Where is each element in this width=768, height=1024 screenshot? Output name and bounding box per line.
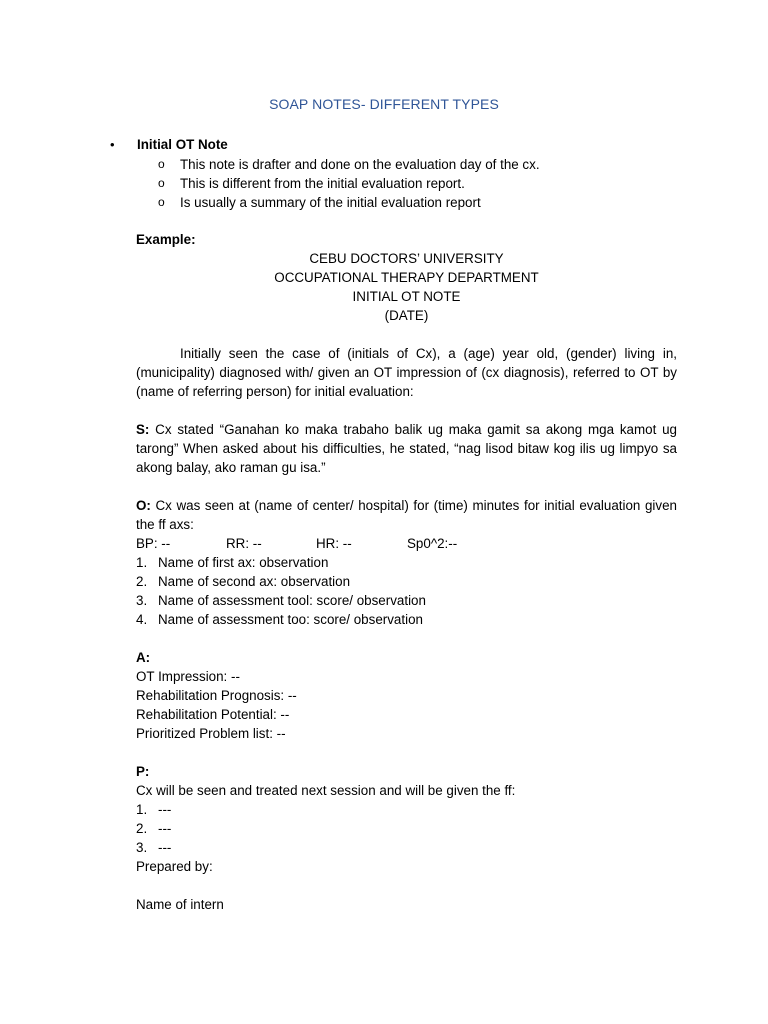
sub-bullet-text: This note is drafter and done on the evaluation day of the cx. bbox=[180, 157, 540, 172]
subjective-section bbox=[136, 420, 677, 477]
bp-value: BP: -- bbox=[136, 536, 171, 551]
assessment-section bbox=[136, 648, 677, 743]
rehabilitation-potential: Rehabilitation Potential: -- bbox=[136, 707, 290, 722]
subjective-text: Cx stated “Ganahan ko maka trabaho balik ug maka gamit sa akong mga kamot ug tarong” When asked about his difficulties, he stated, “nag lisod bitaw kog ilis ug limpyo sa akong balay, ako raman gu isa.” bbox=[136, 422, 677, 475]
plan-section bbox=[136, 762, 677, 800]
list-number: 2. bbox=[136, 574, 148, 589]
page-title: SOAP NOTES- DIFFERENT TYPES bbox=[269, 96, 499, 112]
list-item bbox=[136, 610, 677, 629]
list-number: 4. bbox=[136, 612, 148, 627]
subjective-label: S: bbox=[136, 422, 150, 437]
sub-bullet-list bbox=[158, 155, 688, 212]
list-number: 1. bbox=[136, 555, 148, 570]
list-text: Name of assessment too: score/ observation bbox=[158, 612, 423, 627]
list-item bbox=[136, 800, 677, 819]
objective-label: O: bbox=[136, 498, 151, 513]
bullet-item-initial-ot-note bbox=[110, 135, 670, 155]
list-item bbox=[136, 553, 677, 572]
sub-bullet-text: Is usually a summary of the initial evaluation report bbox=[180, 195, 481, 210]
rehabilitation-prognosis: Rehabilitation Prognosis: -- bbox=[136, 688, 297, 703]
objective-text: Cx was seen at (name of center/ hospital) for (time) minutes for initial evaluation given the ff axs: bbox=[136, 498, 677, 532]
list-item bbox=[136, 591, 677, 610]
circle-bullet-icon: o bbox=[158, 157, 165, 171]
note-header bbox=[136, 249, 677, 325]
vital-signs-row bbox=[136, 534, 677, 553]
bullet-icon: • bbox=[110, 137, 115, 152]
list-item bbox=[158, 155, 688, 174]
list-number: 2. bbox=[136, 821, 148, 836]
list-text: --- bbox=[158, 802, 172, 817]
list-item bbox=[136, 819, 677, 838]
circle-bullet-icon: o bbox=[158, 195, 165, 209]
prepared-by-label: Prepared by: bbox=[136, 859, 213, 874]
prioritized-problem-list: Prioritized Problem list: -- bbox=[136, 726, 286, 741]
list-text: --- bbox=[158, 821, 172, 836]
ot-impression: OT Impression: -- bbox=[136, 669, 240, 684]
spo2-value: Sp0^2:-- bbox=[407, 536, 458, 551]
assessment-label: A: bbox=[136, 650, 151, 665]
list-text: --- bbox=[158, 840, 172, 855]
note-type: INITIAL OT NOTE bbox=[352, 289, 461, 304]
plan-intro: Cx will be seen and treated next session and will be given the ff: bbox=[136, 783, 516, 798]
department-name: OCCUPATIONAL THERAPY DEPARTMENT bbox=[274, 270, 539, 285]
intro-paragraph: Initially seen the case of (initials of Cx), a (age) year old, (gender) living in, (municipality) diagnosed with/ given an OT impression of (cx diagnosis), referred to OT by (name of referring person) for initial evaluation: bbox=[136, 346, 677, 399]
list-number: 3. bbox=[136, 840, 148, 855]
university-name: CEBU DOCTORS’ UNIVERSITY bbox=[309, 251, 504, 266]
objective-assessment-list bbox=[136, 553, 677, 629]
plan-list bbox=[136, 800, 677, 857]
example-label: Example: bbox=[136, 232, 196, 247]
plan-label: P: bbox=[136, 764, 150, 779]
list-number: 1. bbox=[136, 802, 148, 817]
list-number: 3. bbox=[136, 593, 148, 608]
circle-bullet-icon: o bbox=[158, 176, 165, 190]
list-text: Name of assessment tool: score/ observation bbox=[158, 593, 426, 608]
list-item bbox=[136, 572, 677, 591]
sub-bullet-text: This is different from the initial evaluation report. bbox=[180, 176, 465, 191]
list-text: Name of second ax: observation bbox=[158, 574, 351, 589]
hr-value: HR: -- bbox=[316, 536, 352, 551]
list-item bbox=[136, 838, 677, 857]
bullet-label: Initial OT Note bbox=[137, 137, 228, 152]
list-text: Name of first ax: observation bbox=[158, 555, 329, 570]
note-date: (DATE) bbox=[384, 308, 429, 323]
list-item bbox=[158, 174, 688, 193]
objective-section bbox=[136, 496, 677, 534]
intern-name: Name of intern bbox=[136, 897, 224, 912]
list-item bbox=[158, 193, 688, 212]
rr-value: RR: -- bbox=[226, 536, 262, 551]
